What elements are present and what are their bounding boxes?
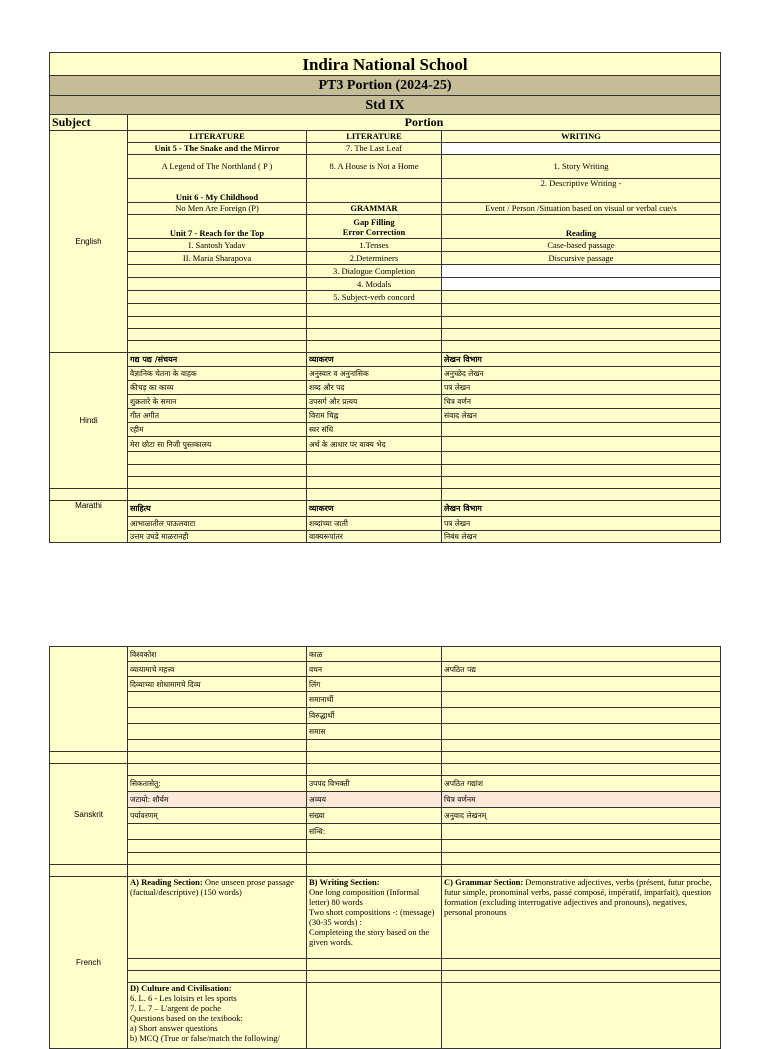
hindi-cell: कीचड़ का काव्य xyxy=(128,381,307,395)
hindi-cell: शुक्रतारे के समान xyxy=(128,395,307,409)
marathi-header-grammar: व्याकरण xyxy=(307,501,442,517)
marathi-cell xyxy=(442,677,721,692)
hindi-cell: अर्थ के आधार पर वाक्य भेद xyxy=(307,437,442,452)
subject-hindi: Hindi xyxy=(50,353,128,489)
marathi-header-literature: साहित्य xyxy=(128,501,307,517)
marathi-cell: काळ xyxy=(307,647,442,662)
sanskrit-cell: अपठित गद्यांश xyxy=(442,776,721,792)
english-tenses: 1.Tenses xyxy=(307,239,442,252)
english-legend-northland: A Legend of The Northland ( P ) xyxy=(128,155,307,179)
subject-sanskrit: Sanskrit xyxy=(50,764,128,865)
sanskrit-cell: संख्या xyxy=(307,808,442,824)
sanskrit-cell: अव्यय xyxy=(307,792,442,808)
english-case-based: Case-based passage xyxy=(442,239,721,252)
marathi-cell xyxy=(442,724,721,740)
hindi-cell: वैज्ञानिक चेतना के वाहक xyxy=(128,367,307,381)
english-determiners: 2.Determiners xyxy=(307,252,442,265)
marathi-cell: उत्तम उघडे माळरानही xyxy=(128,531,307,543)
std-title: Std IX xyxy=(50,96,721,115)
hindi-cell: स्वर संधि xyxy=(307,423,442,437)
portion-header: Portion xyxy=(128,115,721,131)
hindi-cell xyxy=(442,423,721,437)
hindi-cell: उपसर्ग और प्रत्यय xyxy=(307,395,442,409)
marathi-cell: अपठित पद्य xyxy=(442,662,721,677)
english-dialogue: 3. Dialogue Completion xyxy=(307,265,442,278)
subject-header: Subject xyxy=(50,115,128,131)
english-modals: 4. Modals xyxy=(307,278,442,291)
english-descriptive-writing: 2. Descriptive Writing - xyxy=(442,179,721,203)
english-santosh-yadav: I. Santosh Yadav xyxy=(128,239,307,252)
english-unit5: Unit 5 - The Snake and the Mirror xyxy=(128,143,307,155)
marathi-cell: समानार्थी xyxy=(307,692,442,708)
sanskrit-cell: अनुवाद लेखनम् xyxy=(442,808,721,824)
sanskrit-cell: सिकतासेतु: xyxy=(128,776,307,792)
english-literature-header-2: LITERATURE xyxy=(307,131,442,143)
portion-table-bottom xyxy=(49,646,721,1049)
hindi-cell: गीत अगीत xyxy=(128,409,307,423)
hindi-cell xyxy=(442,437,721,452)
hindi-cell: विराम चिह्न xyxy=(307,409,442,423)
marathi-cell: आभाळातील पाऊलवाटा xyxy=(128,517,307,531)
hindi-header-grammar: व्याकरण xyxy=(307,353,442,367)
hindi-header-prose: गद्य पद्य /संचयन xyxy=(128,353,307,367)
marathi-cell xyxy=(442,647,721,662)
french-culture-section: D) Culture and Civilisation: 6. L. 6 - Les loisirs et les sports 7. L. 7 – L'argent de poche Questions based on the textbook: a) Short answer questions b) MCQ (True or false/match the following/ xyxy=(128,983,307,1049)
sanskrit-cell xyxy=(128,824,307,840)
english-no-men-foreign: No Men Are Foreign (P) xyxy=(128,203,307,215)
sanskrit-cell: जटायो: शौर्यम xyxy=(128,792,307,808)
hindi-cell: शब्द और पद xyxy=(307,381,442,395)
marathi-cell: वाक्यरूपांतर xyxy=(307,531,442,543)
sanskrit-cell: पर्यावरणम् xyxy=(128,808,307,824)
marathi-cell: विश्वकोश xyxy=(128,647,307,662)
school-title: Indira National School xyxy=(50,53,721,76)
marathi-header-writing: लेखन विभाग xyxy=(442,501,721,517)
marathi-cell: समास xyxy=(307,724,442,740)
marathi-cell xyxy=(442,692,721,708)
english-literature-header: LITERATURE xyxy=(128,131,307,143)
subject-marathi: Marathi xyxy=(50,501,128,543)
english-house-not-home: 8. A House is Not a Home xyxy=(307,155,442,179)
english-gap-error: Gap Filling Error Correction xyxy=(307,215,442,239)
english-grammar-header: GRAMMAR xyxy=(307,203,442,215)
marathi-cell: पत्र लेखन xyxy=(442,517,721,531)
marathi-cell xyxy=(128,724,307,740)
english-story-writing: 1. Story Writing xyxy=(442,155,721,179)
hindi-cell: अनुच्छेद लेखन xyxy=(442,367,721,381)
portion-title: PT3 Portion (2024-25) xyxy=(50,76,721,96)
marathi-cell: निबंध लेखन xyxy=(442,531,721,543)
hindi-cell: अनुस्वार व अनुनासिक xyxy=(307,367,442,381)
hindi-cell: संवाद लेखन xyxy=(442,409,721,423)
english-discursive: Discursive passage xyxy=(442,252,721,265)
sanskrit-cell: उपपद विभक्ती xyxy=(307,776,442,792)
marathi-cell: दिव्याच्या शोधामागचे दिव्य xyxy=(128,677,307,692)
sanskrit-cell: चित्र वर्णनम xyxy=(442,792,721,808)
marathi-cell xyxy=(128,692,307,708)
english-reading-header: Reading xyxy=(442,215,721,239)
english-maria-sharapova: II. Maria Sharapova xyxy=(128,252,307,265)
sanskrit-cell xyxy=(442,824,721,840)
marathi-cell: लिंग xyxy=(307,677,442,692)
english-writing-header: WRITING xyxy=(442,131,721,143)
marathi-cell xyxy=(442,708,721,724)
marathi-cell xyxy=(128,708,307,724)
french-writing-section: B) Writing Section: One long composition (Informal letter) 80 words Two short compositions -: (message) (30-35 words) : Completeing the story based on the given words. xyxy=(307,877,442,959)
french-reading-section: A) Reading Section: One unseen prose passage (factual/descriptive) (150 words) xyxy=(128,877,307,959)
marathi-cell: शब्दांच्या जाती xyxy=(307,517,442,531)
french-grammar-section: C) Grammar Section: Demonstrative adjectives, verbs (présent, futur proche, futur simple, pronominal verbs, passé composé, impératif, imparfait), question formation (excluding interrogative adjectives and pronouns), negatives, personal pronouns xyxy=(442,877,721,959)
subject-french: French xyxy=(50,877,128,1049)
english-subject-verb: 5. Subject-verb concord xyxy=(307,291,442,304)
portion-table-top xyxy=(49,52,721,543)
hindi-cell: चित्र वर्णन xyxy=(442,395,721,409)
marathi-cell: व्यायामाचे महत्त्व xyxy=(128,662,307,677)
hindi-cell: रहीम xyxy=(128,423,307,437)
english-unit6: Unit 6 - My Childhood xyxy=(128,179,307,203)
english-event-person: Event / Person /Situation based on visual or verbal cue/s xyxy=(442,203,721,215)
sanskrit-cell: संन्धि: xyxy=(307,824,442,840)
english-unit7: Unit 7 - Reach for the Top xyxy=(128,215,307,239)
marathi-cell: वचन xyxy=(307,662,442,677)
english-last-leaf: 7. The Last Leaf xyxy=(307,143,442,155)
marathi-cell: विरुद्धार्थी xyxy=(307,708,442,724)
hindi-cell: पत्र लेखन xyxy=(442,381,721,395)
hindi-cell: मेरा छोटा सा निजी पुस्तकालय xyxy=(128,437,307,452)
subject-english: English xyxy=(50,131,128,353)
hindi-header-writing: लेखन विभाग xyxy=(442,353,721,367)
